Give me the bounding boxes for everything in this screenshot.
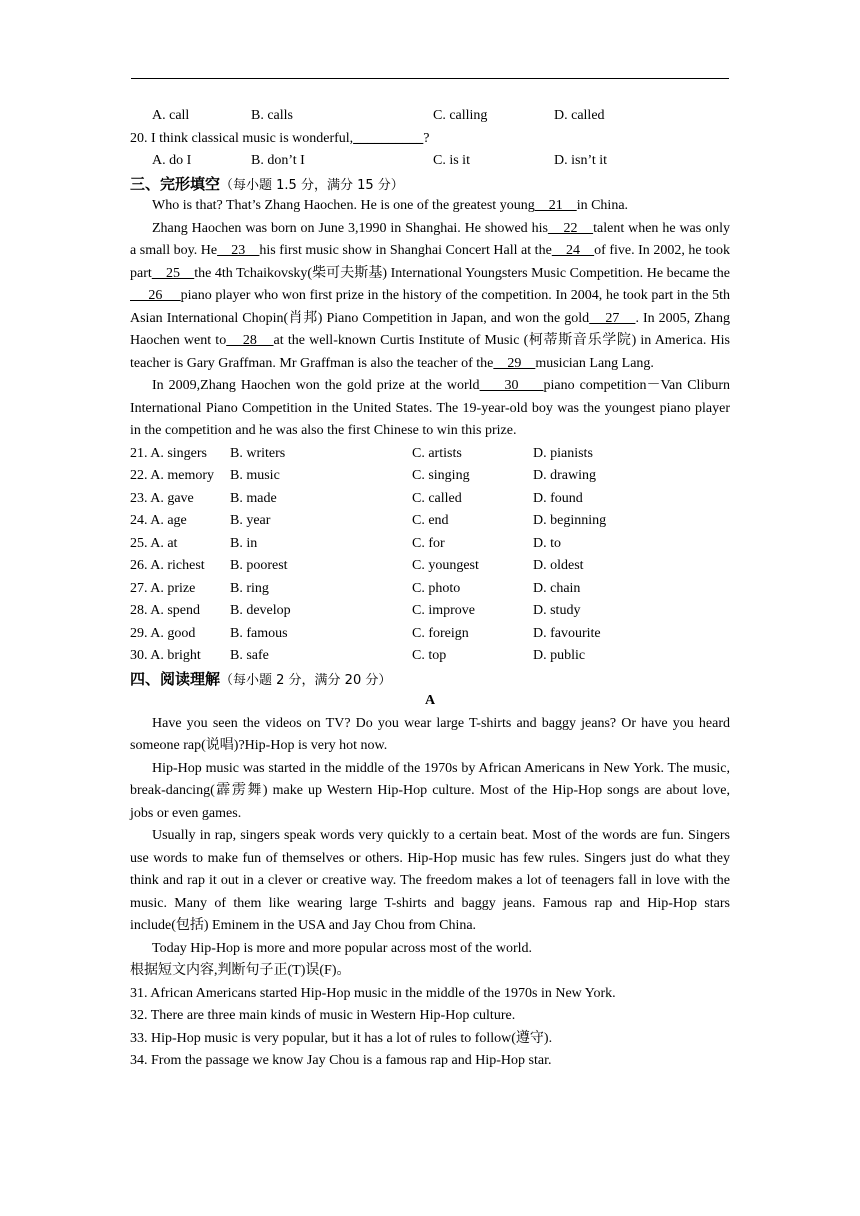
option: D. called xyxy=(554,108,605,123)
question-31: 31. African Americans started Hip-Hop music in the middle of the 1970s in New York. xyxy=(130,985,616,1001)
option: D. isn’t it xyxy=(554,153,608,168)
section-note: （每小题 1.5 分，满分 15 分） xyxy=(220,177,404,193)
reading-paragraph-3: Usually in rap, singers speak words very quickly to a certain beat. Most of the words are fun. Singers use words to make fun of themselves or others. Hip-Hop music has few rules. Singers just do what they think and rap it out in a clever or creative way. The freedom makes a lot of teenagers fall in love with the music. Many of them like wearing large T-shirts and baggy jeans. Famous rap and Hip-Hop stars include(包括) Eminem in the USA and Jay Chou from China. xyxy=(130,828,730,933)
q20-stem: 20. I think classical music is wonderful,__________? xyxy=(130,130,430,146)
blank-27: 27 xyxy=(589,310,636,326)
answer-blank: __________ xyxy=(353,130,424,146)
option-row-30: 30. A. bright B. safe C. top D. public xyxy=(130,648,586,663)
section-4-heading xyxy=(130,668,730,691)
option-row-23: 23. A. gave B. made C. called D. found xyxy=(130,490,583,506)
blank-23: 23 xyxy=(217,243,260,258)
cloze-paragraph-2: Zhang Haochen was born on June 3,1990 in Shanghai. He showed his 22 talent when he was only a small boy. He 23 his first music show in Shanghai Concert Hall at the 24 of five. In 2002, he took part 25 the 4th Tchaikovsky(柴可夫斯基) International Youngsters Music Competition. He became the 26 piano player who won first prize in the history of the competition. In 2004, he took part in the 5th Asian International Chopin(肖邦) Piano Competition in Japan, and won the gold 27 . In 2005, Zhang Haochen went to 28 at the well-known Curtis Institute of Music (柯蒂斯音乐学院) in America. His teacher is Gary Graffman. Mr Graffman is also the teacher of the 29 musician Lang Lang. xyxy=(130,220,731,371)
blank-21: 21 xyxy=(534,198,577,213)
blank-24: 24 xyxy=(551,243,595,258)
blank-26: 26 xyxy=(130,288,181,303)
option: C. is it xyxy=(433,153,470,168)
blank-25: 25 xyxy=(151,265,195,281)
exam-page xyxy=(130,105,730,1073)
section-title: 四、阅读理解 xyxy=(130,669,221,688)
option-row-28: 28. A. spend B. develop C. improve D. study xyxy=(130,603,581,618)
option: A. call xyxy=(152,108,190,123)
question-33: 33. Hip-Hop music is very popular, but it has a lot of rules to follow(遵守). xyxy=(130,1030,553,1046)
section-title: 三、完形填空 xyxy=(130,174,221,193)
blank-22: 22 xyxy=(547,220,594,236)
blank-28: 28 xyxy=(226,333,274,348)
cloze-options xyxy=(130,443,730,668)
option-row-21: 21. A. singers B. writers C. artists D. pianists xyxy=(130,445,593,461)
option-row-27: 27. A. prize B. ring C. photo D. chain xyxy=(130,580,581,596)
option-row-29: 29. A. good B. famous C. foreign D. favourite xyxy=(130,625,601,641)
option-row-26: 26. A. richest B. poorest C. youngest D. oldest xyxy=(130,558,584,573)
option-row-24: 24. A. age B. year C. end D. beginning xyxy=(130,513,607,528)
reading-instruction: 根据短文内容,判断句子正(T)误(F)。 xyxy=(130,963,351,978)
cloze-paragraph-1: Who is that? That’s Zhang Haochen. He is one of the greatest young 21 in China. xyxy=(152,198,629,213)
reading-paragraph-1: Have you seen the videos on TV? Do you wear large T-shirts and baggy jeans? Or have you heard someone rap(说唱)?Hip-Hop is very hot now. xyxy=(130,715,730,753)
reading-paragraph-2: Hip-Hop music was started in the middle of the 1970s by African Americans in New York. The music, break-dancing(霹雳舞) make up Western Hip-Hop culture. Most of the Hip-Hop songs are about love, jobs or even games. xyxy=(130,760,730,821)
blank-29: 29 xyxy=(493,355,536,371)
header-rule xyxy=(131,78,729,79)
passage-label: A xyxy=(424,693,436,708)
option-row-25: 25. A. at B. in C. for D. to xyxy=(130,535,561,551)
cloze-paragraph-3: In 2009,Zhang Haochen won the gold prize at the world 30 piano competition－Van Cliburn International Piano Competition in the United States. The 19-year-old boy was the youngest piano player in the competition and he was also the first Chinese to win this prize. xyxy=(130,378,730,438)
section-note: （每小题 2 分，满分 20 分） xyxy=(220,672,392,688)
blank-30: 30 xyxy=(479,378,544,393)
question-34: 34. From the passage we know Jay Chou is a famous rap and Hip-Hop star. xyxy=(130,1053,552,1068)
option: C. calling xyxy=(433,108,488,123)
reading-paragraph-4: Today Hip-Hop is more and more popular across most of the world. xyxy=(152,940,533,956)
question-32: 32. There are three main kinds of music in Western Hip-Hop culture. xyxy=(130,1008,516,1023)
option: B. calls xyxy=(251,108,293,123)
section-3-heading xyxy=(130,173,730,196)
option: A. do I xyxy=(152,153,192,168)
q19-options xyxy=(130,105,730,128)
option: B. don’t I xyxy=(251,153,305,168)
q20-options xyxy=(130,150,730,173)
option-row-22: 22. A. memory B. music C. singing D. drawing xyxy=(130,468,596,483)
